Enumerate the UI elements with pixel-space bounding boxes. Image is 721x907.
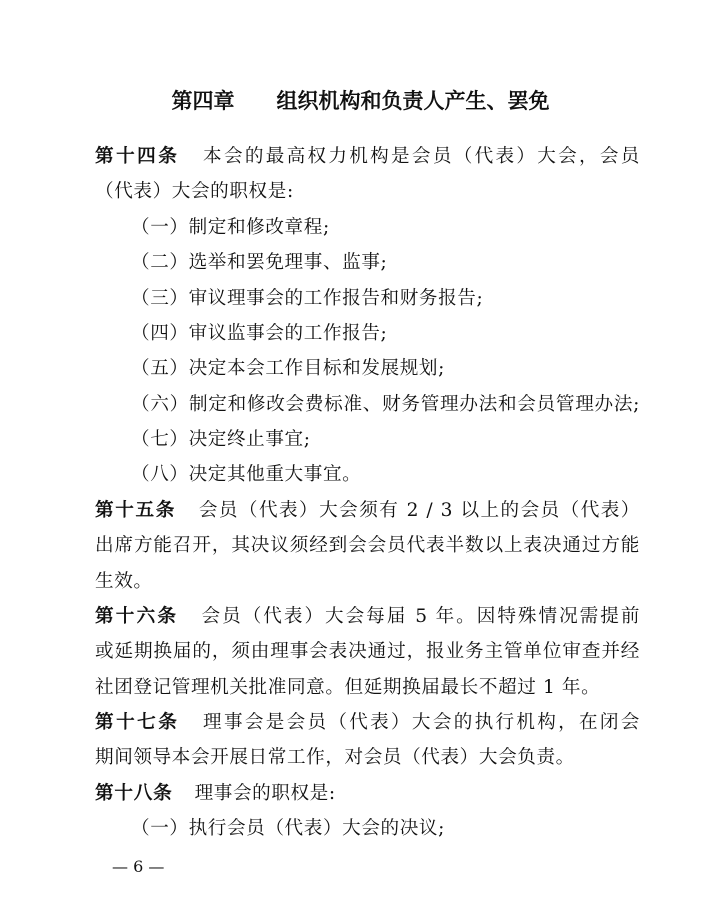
article-14-item-5: （五）决定本会工作目标和发展规划; — [131, 358, 445, 379]
article-16-label: 第十六条 — [95, 606, 179, 627]
article-16-text-1: 会员（代表）大会每届 5 年。因特殊情况需提前 — [200, 606, 641, 627]
chapter-title: 第四章 组织机构和负责人产生、罢免 — [171, 88, 550, 113]
article-14-line-2: （代表）大会的职权是: — [95, 181, 294, 202]
article-14-item-8: （八）决定其他重大事宜。 — [131, 464, 362, 485]
article-18-item-1: （一）执行会员（代表）大会的决议; — [131, 818, 445, 839]
article-15-label: 第十五条 — [95, 500, 176, 521]
article-18-text-1: 理事会的职权是: — [194, 783, 336, 804]
article-16-line-1 — [95, 599, 640, 634]
article-14-item-1: （一）制定和修改章程; — [131, 217, 330, 238]
article-14-line-1 — [95, 139, 640, 174]
article-15-line-3: 生效。 — [95, 571, 153, 592]
article-14-item-2: （二）选举和罢免理事、监事; — [131, 252, 388, 273]
article-15-line-1 — [95, 493, 640, 528]
article-14-item-7: （七）决定终止事宜; — [131, 429, 311, 450]
article-14-label: 第十四条 — [95, 146, 180, 167]
article-17-line-1 — [95, 705, 640, 740]
article-15-line-2: 出席方能召开，其决议须经到会会员代表半数以上表决通过方能 — [95, 535, 640, 556]
article-14-item-6: （六）制定和修改会费标准、财务管理办法和会员管理办法; — [131, 394, 640, 415]
article-14-item-3: （三）审议理事会的工作报告和财务报告; — [131, 288, 484, 309]
article-18-label: 第十八条 — [95, 783, 173, 804]
article-17-label: 第十七条 — [95, 712, 180, 733]
article-14-text-1: 本会的最高权力机构是会员（代表）大会，会员 — [201, 146, 640, 167]
article-15-text-1: 会员（代表）大会须有 2 / 3 以上的会员（代表） — [197, 500, 640, 521]
article-14-item-4: （四）审议监事会的工作报告; — [131, 323, 388, 344]
article-16-line-2: 或延期换届的，须由理事会表决通过，报业务主管单位审查并经 — [95, 641, 640, 662]
article-18-line-1 — [95, 776, 640, 811]
page-number: — 6 — — [112, 857, 165, 876]
article-17-line-2: 期间领导本会开展日常工作，对会员（代表）大会负责。 — [95, 747, 575, 768]
article-16-line-3: 社团登记管理机关批准同意。但延期换届最长不超过 1 年。 — [95, 677, 601, 698]
article-17-text-1: 理事会是会员（代表）大会的执行机构，在闭会 — [201, 712, 640, 733]
